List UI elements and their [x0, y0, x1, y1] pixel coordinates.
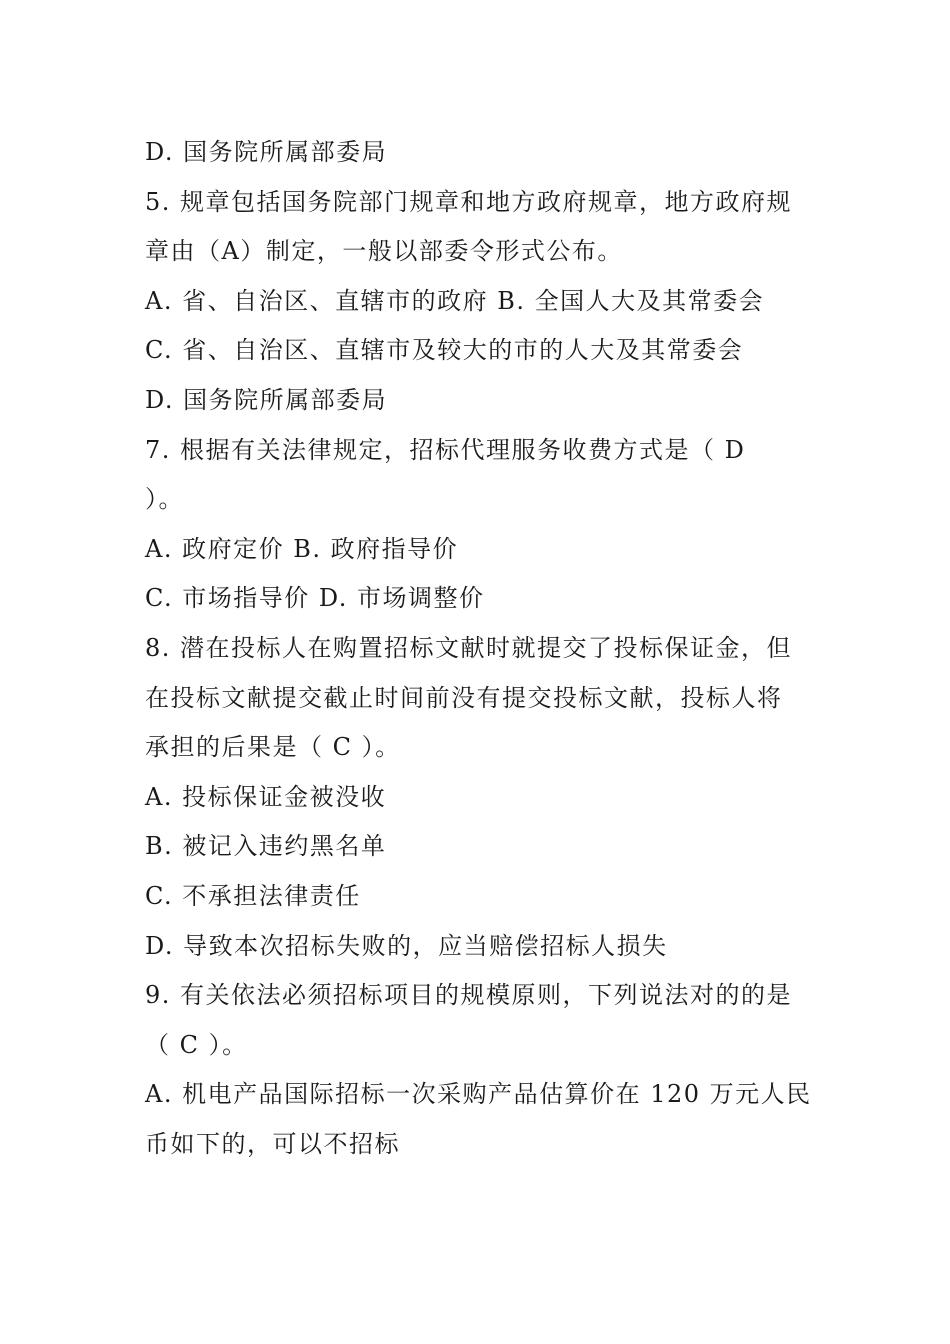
document-body	[145, 128, 812, 1169]
text-line: 承担的后果是（ C ）。	[145, 733, 401, 762]
text-line: D. 国务院所属部委局	[145, 385, 388, 414]
text-line: A. 政府定价 B. 政府指导价	[145, 534, 459, 563]
text-line: C. 市场指导价 D. 市场调整价	[145, 584, 485, 613]
text-line: 8. 潜在投标人在购置招标文献时就提交了投标保证金，但	[145, 633, 793, 662]
text-line: C. 省、自治区、直辖市及较大的市的人大及其常委会	[145, 336, 744, 365]
text-line: C. 不承担法律责任	[145, 881, 361, 910]
text-line: A. 投标保证金被没收	[145, 782, 387, 811]
text-line: 9. 有关依法必须招标项目的规模原则，下列说法对的的是	[145, 981, 793, 1010]
text-line: 在投标文献提交截止时间前没有提交投标文献，投标人将	[145, 683, 783, 712]
text-line: D. 国务院所属部委局	[145, 138, 388, 166]
text-line: D. 导致本次招标失败的，应当赔偿招标人损失	[145, 931, 668, 960]
text-line: 5. 规章包括国务院部门规章和地方政府规章，地方政府规	[145, 187, 793, 216]
text-line: A. 省、自治区、直辖市的政府 B. 全国人大及其常委会	[145, 286, 765, 315]
text-line: ）。	[145, 485, 184, 514]
text-line: （ C ）。	[145, 1030, 248, 1059]
text-line: 章由（A）制定，一般以部委令形式公布。	[145, 237, 623, 266]
text-line: 币如下的，可以不招标	[145, 1129, 400, 1158]
text-line: B. 被记入违约黑名单	[145, 832, 387, 861]
text-line: 7. 根据有关法律规定，招标代理服务收费方式是（ D	[145, 435, 746, 464]
text-line: A. 机电产品国际招标一次采购产品估算价在 120 万元人民	[145, 1080, 812, 1109]
